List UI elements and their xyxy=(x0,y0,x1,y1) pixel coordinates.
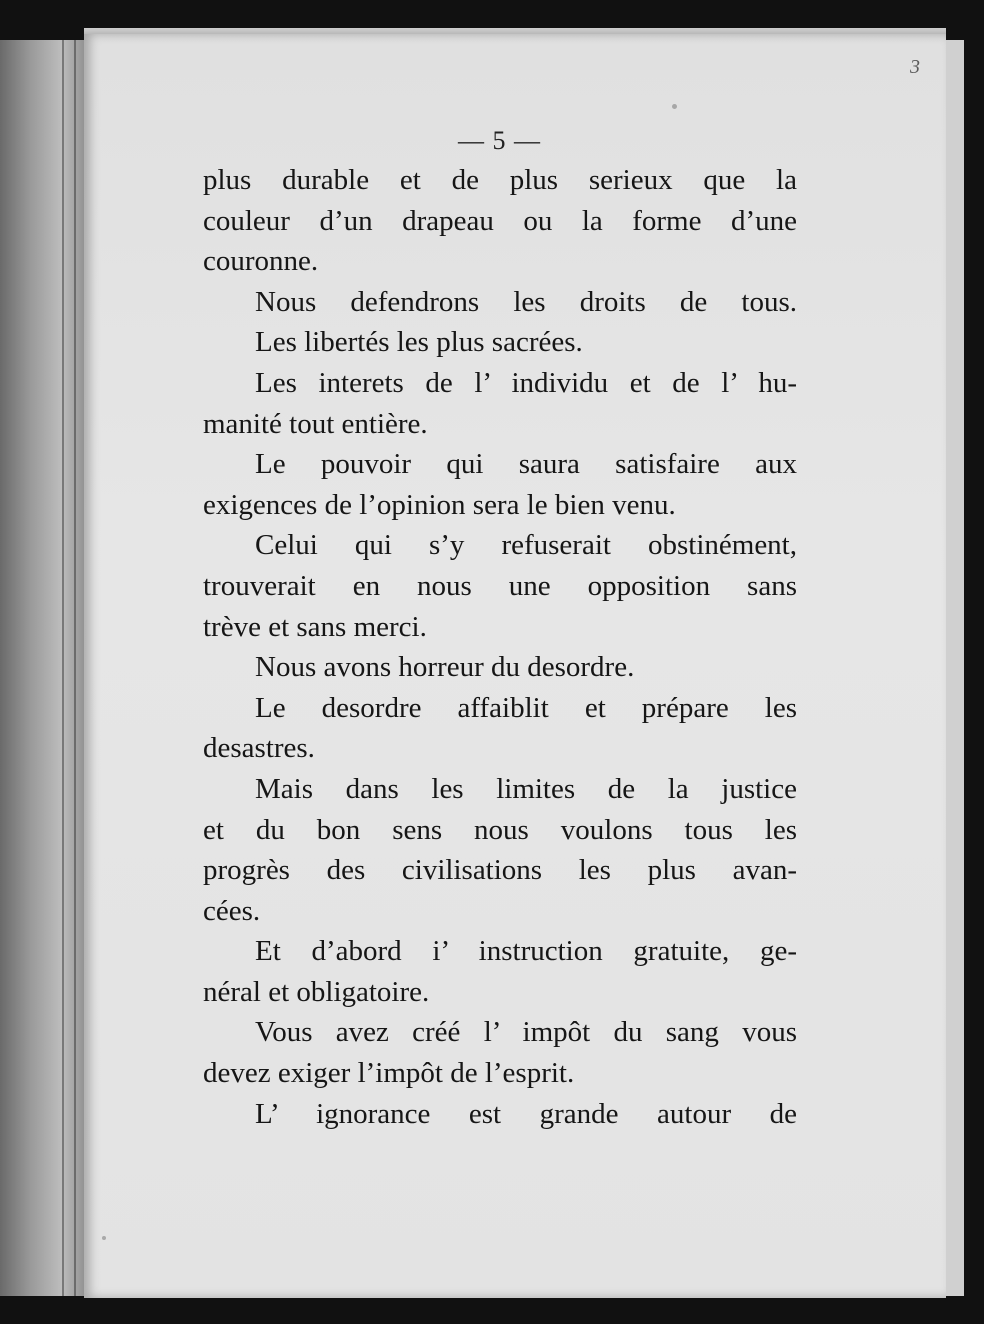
ink-speck xyxy=(672,104,677,109)
gutter-shadow xyxy=(74,40,76,1296)
text-line: néral et obligatoire. xyxy=(203,975,430,1008)
gutter-shadow xyxy=(62,40,64,1296)
ink-speck xyxy=(102,1236,106,1240)
page-number: — 5 — xyxy=(458,126,541,155)
text-line: Le desordre affaiblit et prépare les xyxy=(255,691,797,724)
page-right-edge xyxy=(946,40,964,1296)
text-line: couronne. xyxy=(203,245,319,278)
text-line: Nous avons horreur du desordre. xyxy=(255,651,635,684)
text-line: exigences de l’opinion sera le bien venu. xyxy=(203,488,676,521)
pencil-page-mark: 3 xyxy=(910,56,920,78)
text-line: Le pouvoir qui saura satisfaire aux xyxy=(255,448,797,481)
body-text xyxy=(203,160,797,1134)
text-line: cées. xyxy=(203,894,261,927)
text-line: Celui qui s’y refuserait obstinément, xyxy=(255,529,797,562)
text-line: manité tout entière. xyxy=(203,407,428,440)
text-line: devez exiger l’impôt de l’esprit. xyxy=(203,1057,575,1090)
text-line: Mais dans les limites de la justice xyxy=(255,772,797,805)
text-line: progrès des civilisations les plus avan- xyxy=(203,854,797,887)
text-line: Les libertés les plus sacrées. xyxy=(255,326,583,359)
text-line: L’ ignorance est grande autour de xyxy=(255,1097,797,1130)
text-line: et du bon sens nous voulons tous les xyxy=(203,813,797,846)
text-line: trouverait en nous une opposition sans xyxy=(203,569,797,602)
text-line: Vous avez créé l’ impôt du sang vous xyxy=(255,1016,797,1049)
text-line: Et d’abord i’ instruction gratuite, ge- xyxy=(255,935,797,968)
text-line: plus durable et de plus serieux que la xyxy=(203,164,797,196)
left-facing-page xyxy=(0,40,88,1296)
text-line: Les interets de l’ individu et de l’ hu- xyxy=(255,366,797,399)
text-line: Nous defendrons les droits de tous. xyxy=(255,285,797,318)
text-line: trève et sans merci. xyxy=(203,610,427,643)
text-line: couleur d’un drapeau ou la forme d’une xyxy=(203,204,797,237)
text-line: desastres. xyxy=(203,732,315,765)
